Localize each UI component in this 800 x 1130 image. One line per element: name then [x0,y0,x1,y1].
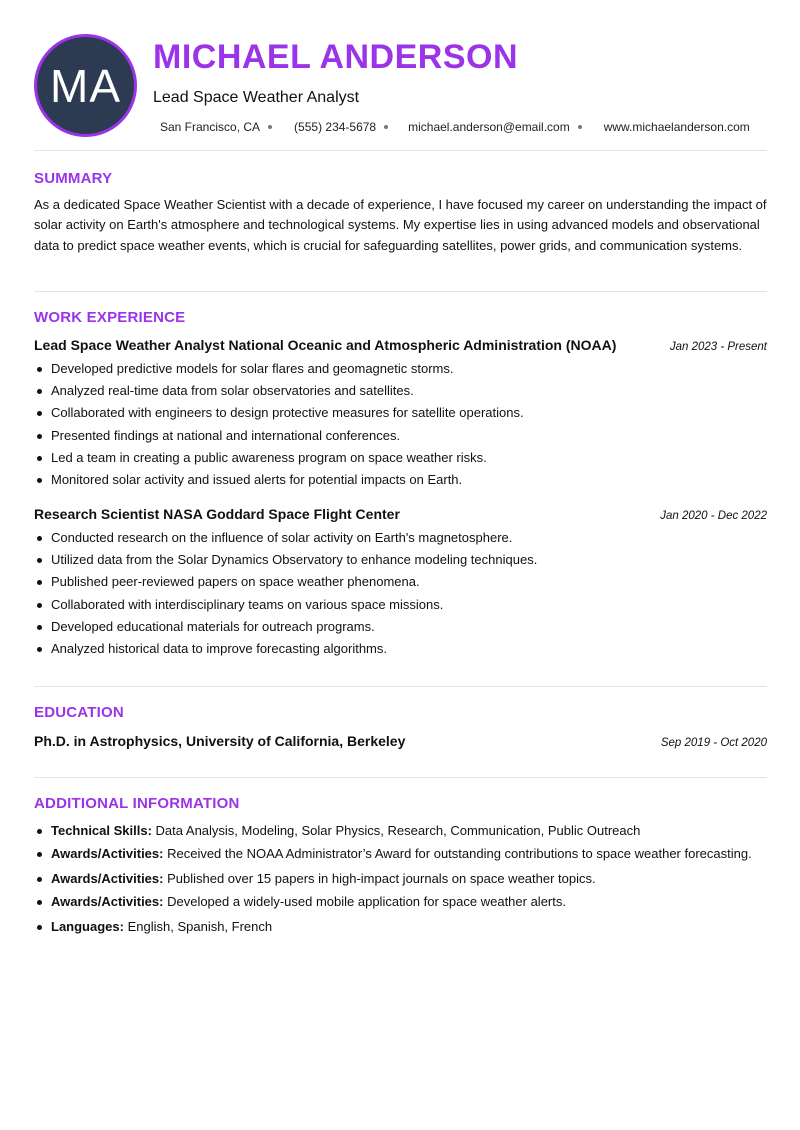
list-item [34,870,767,888]
job-bullets [34,358,767,491]
contact-location: San Francisco, CA [160,120,261,134]
info-value: Developed a widely-used mobile application for space weather alerts. [167,894,566,909]
divider [34,777,767,778]
list-item: Developed educational materials for outreach programs. [34,616,767,638]
additional-info-heading: ADDITIONAL INFORMATION [34,795,240,812]
divider [34,686,767,687]
info-value: English, Spanish, French [127,919,273,934]
info-value: Data Analysis, Modeling, Solar Physics, Research, Communication, Public Outreach [155,823,641,838]
job-header [34,506,767,522]
separator-dot-icon [268,125,272,129]
info-key: Technical Skills: [51,823,152,838]
divider [34,291,767,292]
avatar: MA [34,34,137,137]
list-item: Analyzed historical data to improve forecasting algorithms. [34,638,767,660]
job-bullets [34,527,767,660]
summary-text: As a dedicated Space Weather Scientist with a decade of experience, I have focused my career on understanding the impact of solar activity on Earth's atmosphere and technological systems. My expertise lies in using advanced models and observational data to predict space weather events, which is crucial for safeguarding satellites, power grids, and communication systems. [34,197,767,253]
list-item [34,893,767,911]
candidate-name: MICHAEL ANDERSON [153,38,519,76]
info-value: Received the NOAA Administrator’s Award for outstanding contributions to space weather forecasting. [167,846,752,861]
job-title: Lead Space Weather Analyst [153,89,360,106]
contact-phone: (555) 234-5678 [294,120,377,134]
contact-website[interactable]: www.michaelanderson.com [603,120,750,134]
info-key: Awards/Activities: [51,894,164,909]
work-experience-heading: WORK EXPERIENCE [34,309,186,326]
job-role: Research Scientist NASA Goddard Space Flight Center [34,506,400,522]
job-date: Jan 2023 - Present [669,341,767,353]
list-item: Published peer-reviewed papers on space weather phenomena. [34,571,767,593]
job-role: Lead Space Weather Analyst National Oceanic and Atmospheric Administration (NOAA) [34,337,617,353]
job-date: Jan 2020 - Dec 2022 [660,510,767,522]
additional-info-list [34,822,767,941]
list-item: Led a team in creating a public awareness program on space weather risks. [34,447,767,469]
info-value: Published over 15 papers in high-impact journals on space weather topics. [167,871,596,886]
info-key: Languages: [51,919,124,934]
summary-heading: SUMMARY [34,170,113,187]
info-key: Awards/Activities: [51,846,164,861]
list-item [34,918,767,936]
separator-dot-icon [384,125,388,129]
list-item [34,845,767,863]
list-item: Developed predictive models for solar flares and geomagnetic storms. [34,358,767,380]
job-header [34,337,767,353]
education-heading: EDUCATION [34,704,124,721]
list-item: Monitored solar activity and issued alerts for potential impacts on Earth. [34,469,767,491]
list-item [34,822,767,840]
degree: Ph.D. in Astrophysics, University of California, Berkeley [34,733,406,749]
list-item: Utilized data from the Solar Dynamics Observatory to enhance modeling techniques. [34,549,767,571]
list-item: Collaborated with interdisciplinary teams on various space missions. [34,594,767,616]
info-key: Awards/Activities: [51,871,164,886]
list-item: Presented findings at national and international conferences. [34,425,767,447]
list-item: Collaborated with engineers to design protective measures for satellite operations. [34,402,767,424]
list-item: Conducted research on the influence of solar activity on Earth's magnetosphere. [34,527,767,549]
list-item: Analyzed real-time data from solar observatories and satellites. [34,380,767,402]
job-entry [34,337,767,491]
education-date: Sep 2019 - Oct 2020 [660,737,767,749]
contact-email[interactable]: michael.anderson@email.com [408,120,570,134]
contact-line [160,120,750,134]
education-entry [34,733,767,749]
job-entry [34,506,767,660]
separator-dot-icon [578,125,582,129]
divider [34,150,767,151]
